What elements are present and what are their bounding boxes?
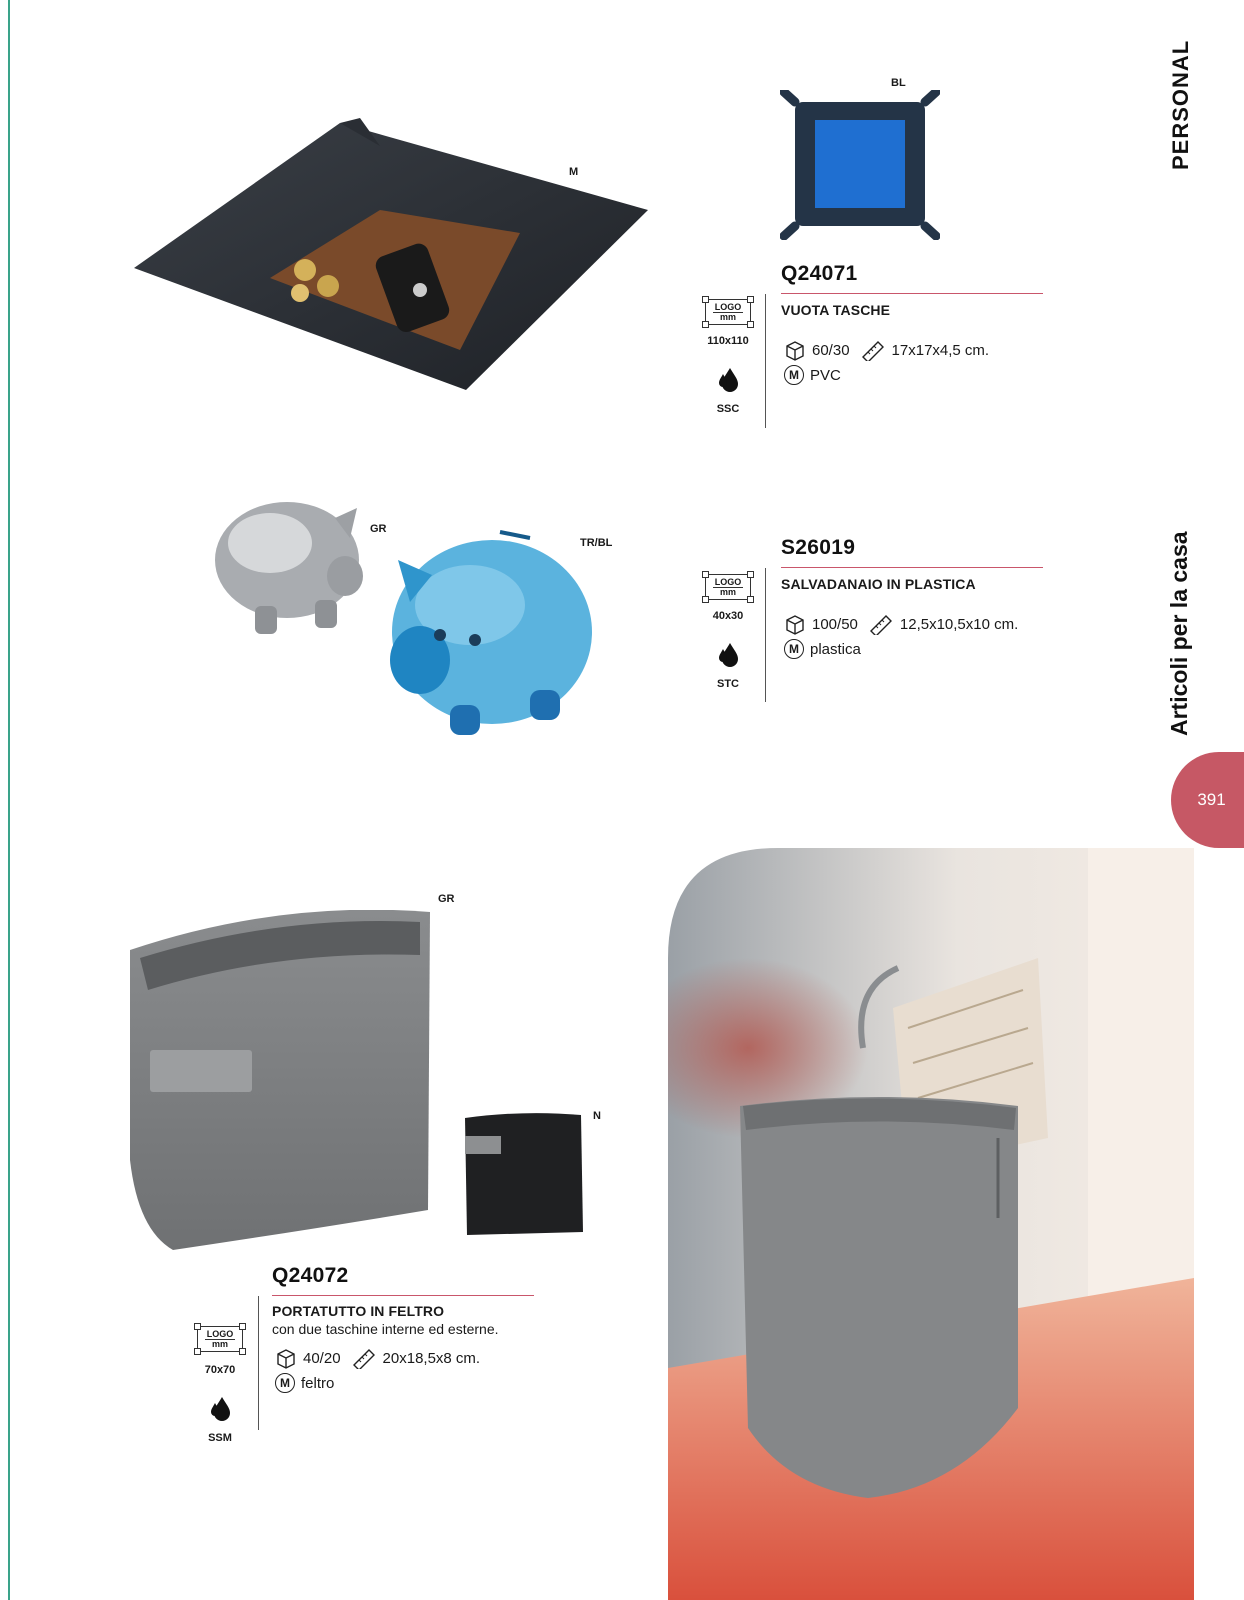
variant-label: BL: [891, 77, 906, 89]
product-description: con due taschine interne ed esterne.: [272, 1321, 499, 1337]
category-label: Articoli per la casa: [1166, 531, 1192, 736]
ink-drop-icon: [716, 641, 740, 667]
product-image-leather-tray: [130, 118, 660, 418]
logo-size: 70x70: [204, 1364, 236, 1376]
product-image-silver-piggy: [205, 488, 370, 643]
product-title: VUOTA TASCHE: [781, 302, 891, 318]
variant-label: GR: [370, 523, 387, 535]
logo-size: 40x30: [712, 610, 744, 622]
page-left-border: [8, 0, 10, 1600]
material-row: [784, 639, 861, 659]
print-code: SSC: [716, 403, 740, 415]
ruler-icon: [860, 339, 886, 361]
variant-label: GR: [438, 893, 455, 905]
packing-value: 60/30: [812, 341, 850, 359]
packing-value: 100/50: [812, 615, 858, 633]
logo-area-icon: LOGO mm: [705, 574, 751, 600]
ink-drop-icon: [208, 1395, 232, 1421]
material-row: [784, 365, 841, 385]
variant-label: M: [569, 166, 579, 178]
print-code: SSM: [208, 1432, 232, 1444]
size-value: 12,5x10,5x10 cm.: [899, 615, 1019, 633]
packing-value: 40/20: [303, 1349, 341, 1367]
spec-row: [275, 1347, 480, 1369]
box-icon: [784, 613, 806, 635]
logo-area-icon: LOGO mm: [197, 1326, 243, 1352]
title-divider: [272, 1295, 534, 1296]
material-value: PVC: [810, 366, 841, 384]
ink-drop-icon: [716, 366, 740, 392]
box-icon: [784, 339, 806, 361]
page-number: 391: [1171, 752, 1244, 848]
title-divider: [781, 567, 1043, 568]
lifestyle-photo: [668, 848, 1194, 1600]
product-image-blue-tray: [780, 90, 940, 240]
product-code: Q24071: [781, 262, 858, 285]
material-row: [275, 1373, 334, 1393]
material-value: feltro: [301, 1374, 335, 1392]
material-value: plastica: [810, 640, 861, 658]
box-icon: [275, 1347, 297, 1369]
variant-label: N: [593, 1110, 601, 1122]
product-title: SALVADANAIO IN PLASTICA: [781, 576, 976, 592]
spec-row: [784, 339, 989, 361]
size-value: 17x17x4,5 cm.: [891, 341, 990, 359]
ruler-icon: [868, 613, 894, 635]
variant-label: TR/BL: [580, 537, 613, 549]
material-icon: M: [275, 1373, 295, 1393]
column-divider: [765, 568, 766, 702]
product-code: Q24072: [272, 1264, 349, 1287]
print-code: STC: [717, 678, 739, 690]
product-image-blue-piggy: [380, 520, 600, 745]
material-icon: M: [784, 639, 804, 659]
logo-size: 110x110: [707, 335, 749, 347]
size-value: 20x18,5x8 cm.: [382, 1349, 481, 1367]
spec-row: [784, 613, 1018, 635]
product-title: PORTATUTTO IN FELTRO: [272, 1303, 445, 1319]
logo-area-icon: LOGO mm: [705, 299, 751, 325]
ruler-icon: [351, 1347, 377, 1369]
product-code: S26019: [781, 536, 856, 559]
product-image-black-felt-organizer: [463, 1110, 585, 1240]
column-divider: [258, 1296, 259, 1430]
section-label: PERSONAL: [1168, 39, 1193, 170]
material-icon: M: [784, 365, 804, 385]
title-divider: [781, 293, 1043, 294]
column-divider: [765, 294, 766, 428]
product-image-grey-felt-organizer: [128, 910, 443, 1265]
